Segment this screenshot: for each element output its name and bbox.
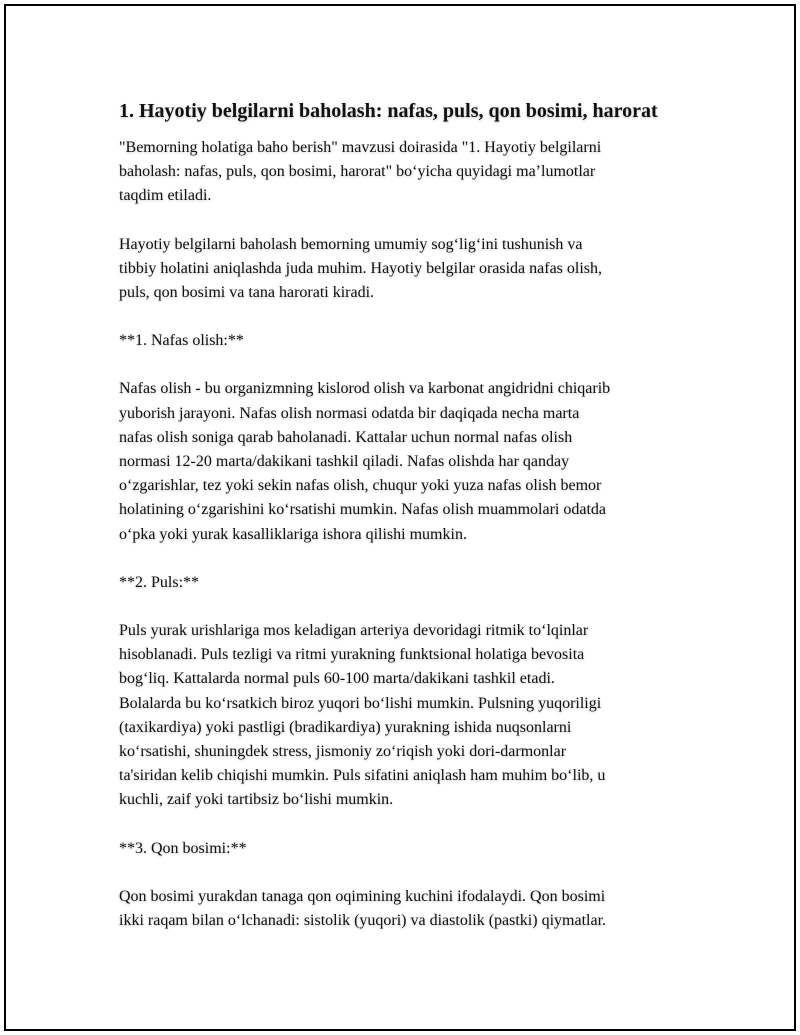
text-line: "Bemorning holatiga baho berish" mavzusi doirasida "1. Hayotiy belgilarni: [119, 139, 602, 156]
text-line: Bolalarda bu ko‘rsatkich biroz yuqori bo‘lishi mumkin. Pulsning yuqoriligi: [119, 694, 602, 712]
text-line: baholash: nafas, puls, qon bosimi, harorat" bo‘yicha quyidagi ma’lumotlar: [119, 163, 596, 181]
text-line: Hayotiy belgilarni baholash bemorning umumiy sog‘lig‘ini tushunish va: [119, 235, 583, 253]
intro-paragraph: [119, 136, 699, 209]
text-line: nafas olish soniga qarab baholanadi. Kattalar uchun normal nafas olish: [119, 428, 573, 446]
text-line: puls, qon bosimi va tana harorati kiradi.: [119, 284, 375, 302]
document-title: 1. Hayotiy belgilarni baholash: nafas, puls, qon bosimi, harorat: [119, 100, 658, 122]
text-line: (taxikardiya) yoki pastligi (bradikardiya) yurakning ishida nuqsonlarni: [119, 718, 572, 736]
text-line: yuborish jarayoni. Nafas olish normasi odatda bir daqiqada necha marta: [119, 404, 580, 422]
text-line: Puls yurak urishlariga mos keladigan arteriya devoridagi ritmik to‘lqinlar: [119, 622, 589, 640]
section-heading-qon-bosimi: [119, 837, 699, 861]
text-line: **3. Qon bosimi:**: [119, 839, 247, 857]
text-line: kuchli, zaif yoki tartibsiz bo‘lishi mumkin.: [119, 791, 394, 809]
overview-paragraph: [119, 233, 699, 306]
text-line: o‘pka yoki yurak kasalliklariga ishora qilishi mumkin.: [119, 525, 467, 543]
text-line: holatining o‘zgarishini ko‘rsatishi mumkin. Nafas olish muammolari odatda: [119, 501, 607, 519]
text-line: **2. Puls:**: [119, 573, 200, 591]
text-line: hisoblanadi. Puls tezligi va ritmi yurakning funktsional holatiga bevosita: [119, 646, 585, 664]
text-line: **1. Nafas olish:**: [119, 332, 244, 350]
text-line: tibbiy holatini aniqlashda juda muhim. Hayotiy belgilar orasida nafas olish,: [119, 259, 603, 277]
text-line: Nafas olish - bu organizmning kislorod olish va karbonat angidridni chiqarib: [119, 380, 611, 398]
section-heading-puls: [119, 571, 699, 595]
page-frame: [4, 4, 796, 1031]
text-line: o‘zgarishlar, tez yoki sekin nafas olish, chuqur yoki yuza nafas olish bemor: [119, 477, 602, 495]
text-line: ko‘rsatishi, shuningdek stress, jismoniy zo‘riqish yoki dori-darmonlar: [119, 743, 567, 761]
section-heading-nafas: [119, 329, 699, 353]
text-line: Qon bosimi yurakdan tanaga qon oqimining kuchini ifodalaydi. Qon bosimi: [119, 887, 606, 905]
document-body: [119, 98, 699, 957]
text-line: ikki raqam bilan o‘lchanadi: sistolik (yuqori) va diastolik (pastki) qiymatlar.: [119, 912, 607, 930]
text-line: taqdim etiladi.: [119, 187, 212, 205]
text-line: bog‘liq. Kattalarda normal puls 60-100 marta/dakikani tashkil etadi.: [119, 670, 555, 688]
qon-bosimi-paragraph: [119, 885, 699, 933]
text-line: normasi 12-20 marta/dakikani tashkil qiladi. Nafas olishda har qanday: [119, 453, 570, 471]
nafas-paragraph: [119, 377, 699, 546]
puls-paragraph: [119, 619, 699, 813]
text-line: ta'siridan kelib chiqishi mumkin. Puls sifatini aniqlash ham muhim bo‘lib, u: [119, 767, 606, 785]
